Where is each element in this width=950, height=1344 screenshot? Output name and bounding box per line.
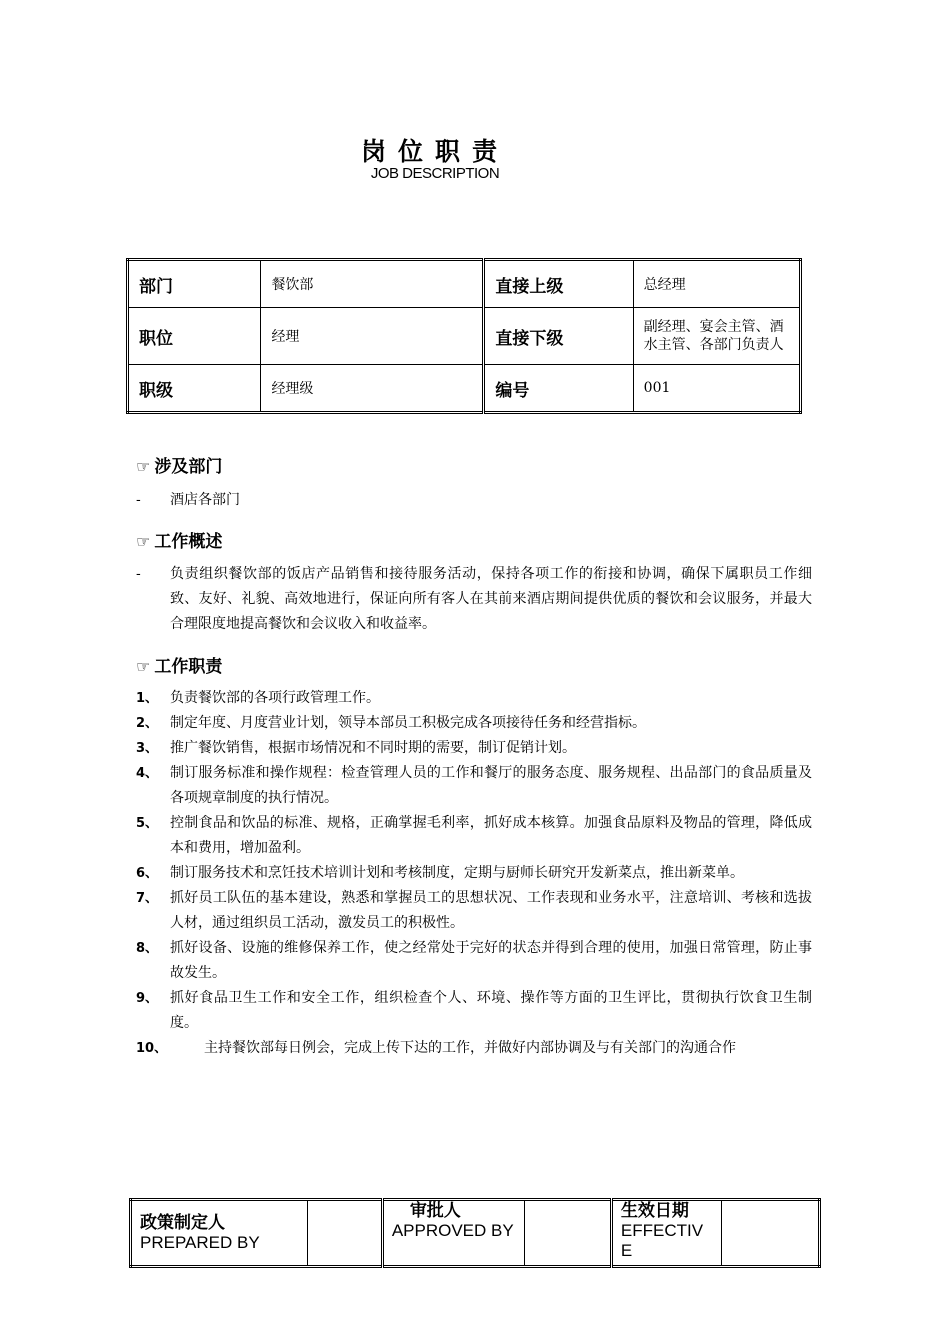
duties-list	[136, 686, 812, 1061]
duty-number: 2、	[136, 716, 159, 731]
table-row	[128, 308, 801, 365]
list-item	[136, 886, 812, 936]
list-item	[136, 986, 812, 1036]
pointing-hand-icon: ☞	[136, 657, 151, 676]
duty-text: 制订服务技术和烹饪技术培训计划和考核制度，定期与厨师长研究开发新菜点，推出新菜单。	[170, 865, 744, 881]
section-heading-duties: ☞ 工作职责	[136, 657, 223, 677]
duty-text: 主持餐饮部每日例会，完成上传下达的工作，并做好内部协调及与有关部门的沟通合作	[204, 1040, 736, 1056]
prepared-by-signature-field[interactable]	[308, 1200, 383, 1267]
duty-text: 控制食品和饮品的标准、规格，正确掌握毛利率，抓好成本核算。加强食品原料及物品的管理，降低成本和费用，增加盈利。	[170, 815, 812, 856]
list-item	[136, 936, 812, 986]
list-item	[136, 1036, 812, 1061]
duty-number: 10、	[136, 1041, 168, 1056]
pointing-hand-icon: ☞	[136, 457, 151, 476]
effective-date-label: 生效日期 EFFECTIVE	[611, 1200, 722, 1267]
overview-text: 负责组织餐饮部的饭店产品销售和接待服务活动，保持各项工作的衔接和协调，确保下属职员工作细致、友好、礼貌、高效地进行，保证向所有客人在其前来酒店期间提供优质的餐饮和会议服务，并最大合理限度地提高餐饮和会议收入和收益率。	[170, 566, 812, 632]
signature-table	[129, 1198, 821, 1268]
duty-number: 4、	[136, 766, 159, 781]
page-title: 岗位职责	[360, 137, 509, 166]
prepared-by-label: 政策制定人 PREPARED BY	[131, 1200, 308, 1267]
duty-text: 抓好员工队伍的基本建设，熟悉和掌握员工的思想状况、工作表现和业务水平，注意培训、考核和选拔人材，通过组织员工活动，激发员工的积极性。	[170, 890, 812, 931]
duty-number: 8、	[136, 941, 159, 956]
list-item	[136, 488, 812, 513]
duty-text: 负责餐饮部的各项行政管理工作。	[170, 690, 380, 706]
duty-number: 9、	[136, 991, 159, 1006]
list-item	[136, 861, 812, 886]
section-heading-overview: ☞ 工作概述	[136, 532, 223, 552]
list-item	[136, 736, 812, 761]
position-value: 经理	[261, 308, 484, 365]
duty-number: 1、	[136, 691, 159, 706]
duty-text: 制定年度、月度营业计划，领导本部员工积极完成各项接待任务和经营指标。	[170, 715, 646, 731]
duty-text: 推广餐饮销售，根据市场情况和不同时期的需要，制订促销计划。	[170, 740, 576, 756]
list-item	[136, 711, 812, 736]
code-label: 编号	[484, 365, 633, 413]
pointing-hand-icon: ☞	[136, 532, 151, 551]
duty-text: 制订服务标准和操作规程：检查管理人员的工作和餐厅的服务态度、服务规程、出品部门的食品质量及各项规章制度的执行情况。	[170, 765, 812, 806]
grade-label: 职级	[128, 365, 261, 413]
subordinate-label: 直接下级	[484, 308, 633, 365]
dash-marker: -	[136, 566, 141, 582]
duty-number: 3、	[136, 741, 159, 756]
table-row	[128, 260, 801, 308]
list-item	[136, 562, 812, 637]
duty-number: 5、	[136, 816, 159, 831]
superior-value: 总经理	[633, 260, 800, 308]
related-departments-text: 酒店各部门	[170, 492, 240, 508]
page-subtitle: JOB DESCRIPTION	[370, 165, 500, 182]
list-item	[136, 686, 812, 711]
superior-label: 直接上级	[484, 260, 633, 308]
approved-by-label: 审批人 APPROVED BY	[382, 1200, 524, 1267]
department-label: 部门	[128, 260, 261, 308]
duty-text: 抓好设备、设施的维修保养工作，使之经常处于完好的状态并得到合理的使用，加强日常管理，防止事故发生。	[170, 940, 812, 981]
dash-marker: -	[136, 492, 141, 508]
duty-number: 7、	[136, 891, 159, 906]
table-row	[128, 365, 801, 413]
duty-text: 抓好食品卫生工作和安全工作，组织检查个人、环境、操作等方面的卫生评比，贯彻执行饮食卫生制度。	[170, 990, 812, 1031]
grade-value: 经理级	[261, 365, 484, 413]
effective-date-field[interactable]	[722, 1200, 820, 1267]
duty-number: 6、	[136, 866, 159, 881]
list-item	[136, 761, 812, 811]
department-value: 餐饮部	[261, 260, 484, 308]
position-label: 职位	[128, 308, 261, 365]
code-value: 001	[633, 365, 800, 413]
subordinate-value: 副经理、宴会主管、酒水主管、各部门负责人	[633, 308, 800, 365]
section-heading-related-departments: ☞ 涉及部门	[136, 457, 223, 477]
list-item	[136, 811, 812, 861]
job-info-table	[126, 258, 802, 414]
approved-by-signature-field[interactable]	[525, 1200, 612, 1267]
